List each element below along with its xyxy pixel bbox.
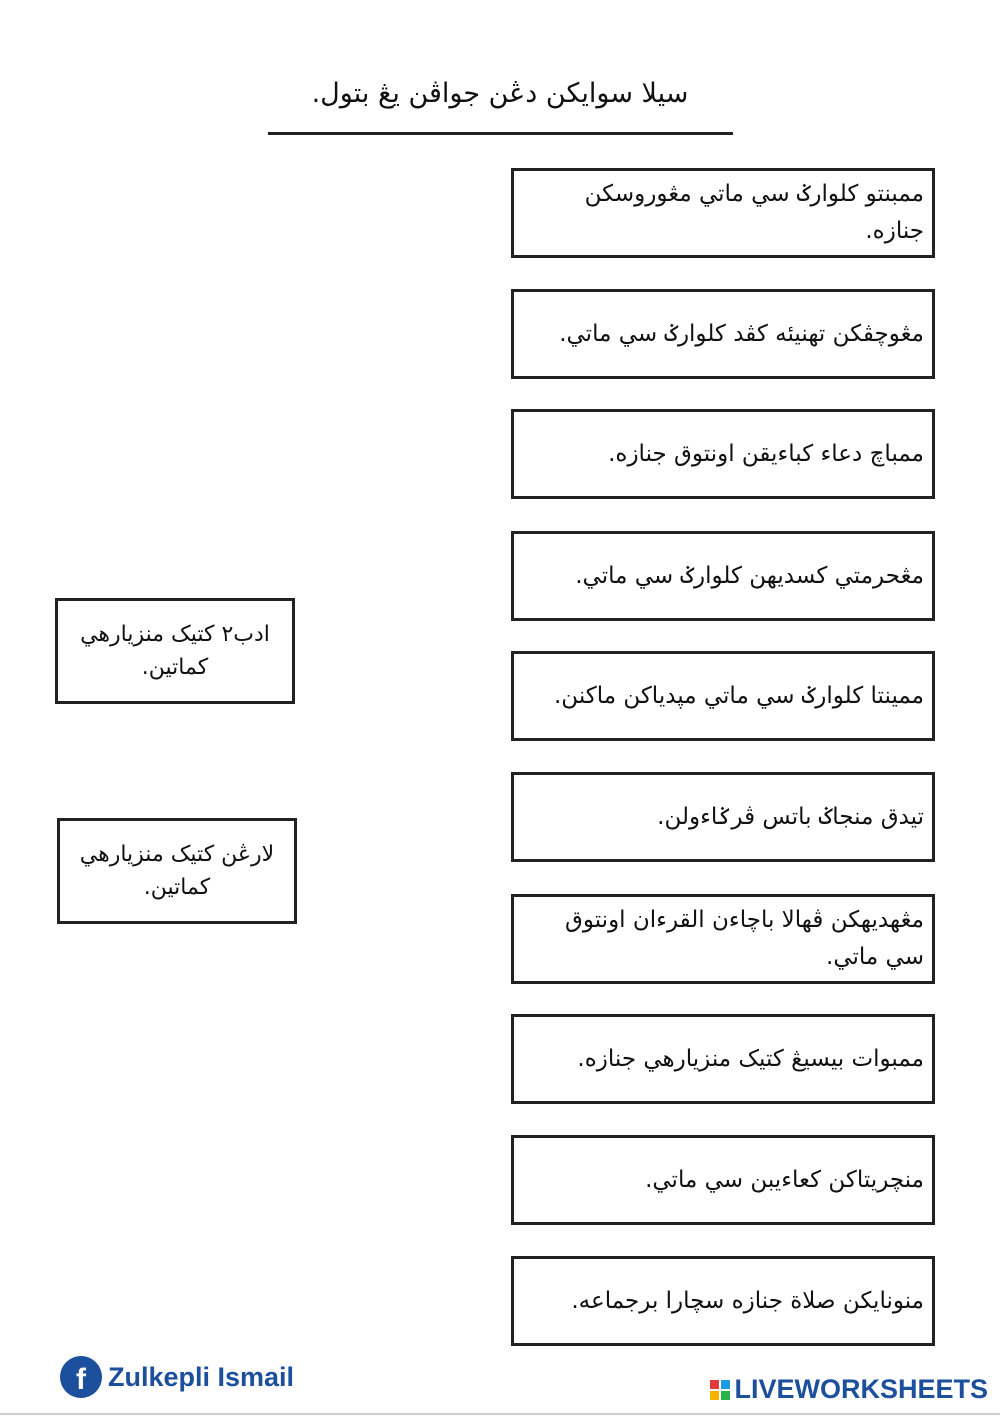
worksheet-title: سيلا سوايکن دڠن جواڤن يڠ بتول.: [311, 78, 689, 109]
statement-box-9[interactable]: منچريتاکن کعاءيبن سي ماتي.: [511, 1135, 935, 1225]
statement-box-2[interactable]: مڠوچڤکن تهنيئه کڤد کلوارݢ سي ماتي.: [511, 289, 935, 379]
facebook-icon: f: [60, 1356, 102, 1398]
page-bottom-divider: [0, 1413, 1000, 1415]
statement-box-5[interactable]: ممينتا کلوارݢ سي ماتي مڽدياکن ماکنن.: [511, 651, 935, 741]
author-credit: [60, 1356, 294, 1398]
statement-box-6[interactable]: تيدق منجاݢ باتس ڤرݢاءولن.: [511, 772, 935, 862]
statement-box-7[interactable]: مڠهديهکن ڤهالا باچاءن القرءان اونتوق سي ماتي.: [511, 894, 935, 984]
liveworksheets-logo: [710, 1374, 988, 1405]
brand-name: LIVEWORKSHEETS: [734, 1374, 988, 1404]
statement-box-4[interactable]: مڠحرمتي کسديهن کلوارݢ سي ماتي.: [511, 531, 935, 621]
statement-box-10[interactable]: منونايکن صلاة جنازه سچارا برجماعه.: [511, 1256, 935, 1346]
category-box-prohibitions[interactable]: لارڠن کتيک منزيارهي کماتين.: [57, 818, 297, 924]
author-name: Zulkepli Ismail: [108, 1361, 295, 1392]
statement-box-1[interactable]: ممبنتو کلوارݢ سي ماتي مڠوروسکن جنازه.: [511, 168, 935, 258]
category-box-etiquette[interactable]: ادب٢ کتيک منزيارهي کماتين.: [55, 598, 295, 704]
statement-box-8[interactable]: ممبوات بيسيڠ کتيک منزيارهي جنازه.: [511, 1014, 935, 1104]
statement-box-3[interactable]: ممباچ دعاء کباءيقن اونتوق جنازه.: [511, 409, 935, 499]
title-underline: [268, 132, 733, 135]
liveworksheets-icon: [710, 1380, 730, 1400]
